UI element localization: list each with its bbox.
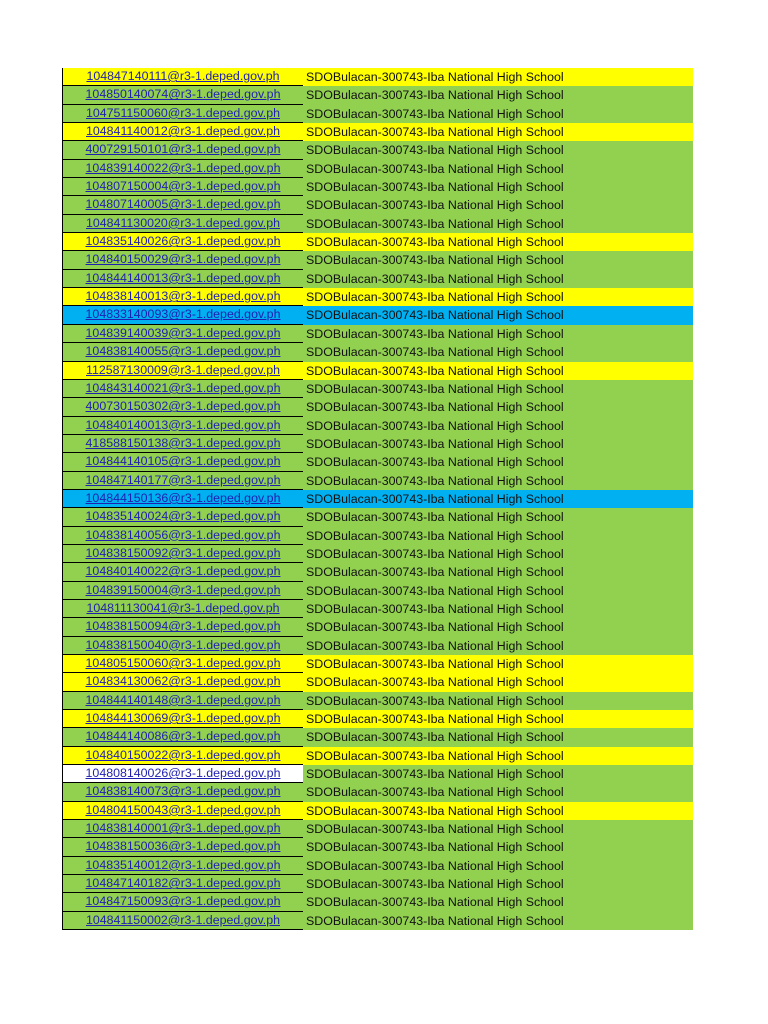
table-row (62, 490, 693, 508)
school-cell[interactable]: SDOBulacan-300743-Iba National High School (303, 86, 693, 104)
school-cell[interactable]: SDOBulacan-300743-Iba National High School (303, 673, 693, 691)
email-link[interactable]: 104844140013@r3-1.deped.gov.ph (85, 270, 281, 285)
email-link[interactable]: 104847140177@r3-1.deped.gov.ph (85, 472, 281, 487)
school-cell[interactable]: SDOBulacan-300743-Iba National High School (303, 453, 693, 471)
table-row (62, 747, 693, 765)
table-row (62, 582, 693, 600)
table-row (62, 710, 693, 728)
email-cell[interactable] (62, 288, 303, 306)
table-row (62, 196, 693, 214)
table-row (62, 343, 693, 361)
table-row (62, 306, 693, 324)
email-cell[interactable] (62, 875, 303, 893)
school-cell[interactable]: SDOBulacan-300743-Iba National High School (303, 472, 693, 490)
school-cell[interactable]: SDOBulacan-300743-Iba National High School (303, 306, 693, 324)
table-row (62, 783, 693, 801)
school-cell[interactable]: SDOBulacan-300743-Iba National High School (303, 637, 693, 655)
email-cell[interactable] (62, 563, 303, 581)
email-cell[interactable] (62, 747, 303, 765)
email-cell[interactable] (62, 710, 303, 728)
table-row (62, 820, 693, 838)
email-link[interactable]: 104838140013@r3-1.deped.gov.ph (85, 289, 281, 304)
email-link[interactable]: 104844130069@r3-1.deped.gov.ph (85, 711, 281, 726)
school-cell[interactable]: SDOBulacan-300743-Iba National High School (303, 838, 693, 856)
email-link[interactable]: 418588150138@r3-1.deped.gov.ph (85, 435, 281, 450)
school-cell[interactable]: SDOBulacan-300743-Iba National High School (303, 655, 693, 673)
table-row (62, 160, 693, 178)
school-cell[interactable]: SDOBulacan-300743-Iba National High School (303, 783, 693, 801)
email-cell[interactable] (62, 527, 303, 545)
email-link[interactable]: 104838150040@r3-1.deped.gov.ph (85, 637, 281, 652)
school-cell[interactable]: SDOBulacan-300743-Iba National High School (303, 692, 693, 710)
email-cell[interactable] (62, 765, 303, 783)
table-row (62, 618, 693, 636)
school-cell[interactable]: SDOBulacan-300743-Iba National High School (303, 508, 693, 526)
school-cell[interactable]: SDOBulacan-300743-Iba National High School (303, 123, 693, 141)
school-cell[interactable]: SDOBulacan-300743-Iba National High School (303, 912, 693, 930)
table-row (62, 251, 693, 269)
table-row (62, 545, 693, 563)
table-row (62, 857, 693, 875)
email-link[interactable]: 104805150060@r3-1.deped.gov.ph (85, 656, 281, 670)
email-cell[interactable] (62, 251, 303, 269)
email-link[interactable]: 104847140182@r3-1.deped.gov.ph (85, 876, 281, 891)
school-cell[interactable]: SDOBulacan-300743-Iba National High School (303, 160, 693, 178)
email-link[interactable]: 104835140012@r3-1.deped.gov.ph (85, 857, 281, 872)
table-row (62, 417, 693, 435)
school-cell[interactable]: SDOBulacan-300743-Iba National High School (303, 802, 693, 820)
table-row (62, 362, 693, 380)
table-row (62, 765, 693, 783)
email-link[interactable]: 104840150029@r3-1.deped.gov.ph (85, 252, 281, 267)
email-link[interactable]: 104838140056@r3-1.deped.gov.ph (85, 527, 281, 542)
email-link[interactable]: 104807140005@r3-1.deped.gov.ph (85, 197, 281, 212)
email-cell[interactable] (62, 490, 303, 508)
email-link[interactable]: 104840140013@r3-1.deped.gov.ph (85, 417, 281, 432)
school-cell[interactable]: SDOBulacan-300743-Iba National High School (303, 178, 693, 196)
email-cell[interactable] (62, 618, 303, 636)
email-cell[interactable] (62, 912, 303, 930)
email-cell[interactable] (62, 545, 303, 563)
school-cell[interactable]: SDOBulacan-300743-Iba National High School (303, 545, 693, 563)
email-cell[interactable] (62, 325, 303, 343)
email-cell[interactable] (62, 893, 303, 911)
school-cell[interactable]: SDOBulacan-300743-Iba National High School (303, 765, 693, 783)
school-cell[interactable]: SDOBulacan-300743-Iba National High School (303, 251, 693, 269)
email-link[interactable]: 104839140039@r3-1.deped.gov.ph (85, 325, 281, 340)
table-row (62, 893, 693, 911)
email-cell[interactable] (62, 233, 303, 251)
email-link[interactable]: 104838140055@r3-1.deped.gov.ph (85, 344, 281, 359)
table-row (62, 435, 693, 453)
school-cell[interactable]: SDOBulacan-300743-Iba National High School (303, 527, 693, 545)
table-row (62, 692, 693, 710)
email-cell[interactable] (62, 820, 303, 838)
email-link[interactable]: 104838150036@r3-1.deped.gov.ph (85, 839, 281, 854)
table-row (62, 508, 693, 526)
school-cell[interactable]: SDOBulacan-300743-Iba National High School (303, 398, 693, 416)
email-cell[interactable] (62, 802, 303, 820)
email-cell[interactable] (62, 838, 303, 856)
email-cell[interactable] (62, 105, 303, 123)
email-cell[interactable] (62, 417, 303, 435)
school-cell[interactable]: SDOBulacan-300743-Iba National High School (303, 820, 693, 838)
email-link[interactable]: 104840150022@r3-1.deped.gov.ph (85, 747, 281, 762)
email-cell[interactable] (62, 655, 303, 673)
email-cell[interactable] (62, 178, 303, 196)
school-cell[interactable]: SDOBulacan-300743-Iba National High School (303, 490, 693, 508)
table-row (62, 105, 693, 123)
table-row (62, 600, 693, 618)
table-row (62, 655, 693, 673)
email-link[interactable]: 104804150043@r3-1.deped.gov.ph (85, 802, 281, 817)
email-link[interactable]: 104835140024@r3-1.deped.gov.ph (85, 509, 281, 524)
email-link[interactable]: 104844140148@r3-1.deped.gov.ph (85, 692, 281, 707)
school-cell[interactable]: SDOBulacan-300743-Iba National High School (303, 105, 693, 123)
email-link[interactable]: 104838150094@r3-1.deped.gov.ph (85, 619, 281, 634)
table-row (62, 875, 693, 893)
school-cell[interactable]: SDOBulacan-300743-Iba National High School (303, 600, 693, 618)
table-row (62, 325, 693, 343)
school-cell[interactable]: SDOBulacan-300743-Iba National High School (303, 270, 693, 288)
email-link[interactable]: 104841140012@r3-1.deped.gov.ph (85, 124, 280, 139)
email-cell[interactable] (62, 692, 303, 710)
email-cell[interactable] (62, 270, 303, 288)
school-cell[interactable]: SDOBulacan-300743-Iba National High School (303, 233, 693, 251)
email-link[interactable]: 104843140021@r3-1.deped.gov.ph (85, 380, 281, 395)
email-cell[interactable] (62, 600, 303, 618)
email-cell[interactable] (62, 728, 303, 746)
school-cell[interactable]: SDOBulacan-300743-Iba National High School (303, 325, 693, 343)
school-cell[interactable]: SDOBulacan-300743-Iba National High School (303, 417, 693, 435)
school-cell[interactable]: SDOBulacan-300743-Iba National High School (303, 857, 693, 875)
email-cell[interactable] (62, 343, 303, 361)
email-link[interactable]: 104808140026@r3-1.deped.gov.ph (85, 766, 281, 781)
school-cell[interactable]: SDOBulacan-300743-Iba National High School (303, 196, 693, 214)
table-row (62, 563, 693, 581)
email-cell[interactable] (62, 306, 303, 324)
email-link[interactable]: 104841150002@r3-1.deped.gov.ph (85, 912, 280, 927)
email-cell[interactable] (62, 453, 303, 471)
spreadsheet-table (62, 68, 693, 930)
school-cell[interactable]: SDOBulacan-300743-Iba National High School (303, 893, 693, 911)
school-cell[interactable]: SDOBulacan-300743-Iba National High School (303, 618, 693, 636)
school-cell[interactable]: SDOBulacan-300743-Iba National High School (303, 141, 693, 159)
email-cell[interactable] (62, 472, 303, 490)
school-cell[interactable]: SDOBulacan-300743-Iba National High School (303, 380, 693, 398)
table-row (62, 178, 693, 196)
school-cell[interactable]: SDOBulacan-300743-Iba National High School (303, 288, 693, 306)
school-cell[interactable]: SDOBulacan-300743-Iba National High School (303, 215, 693, 233)
email-link[interactable]: 104838150092@r3-1.deped.gov.ph (85, 545, 281, 560)
table-row (62, 270, 693, 288)
table-row (62, 68, 693, 86)
email-cell[interactable] (62, 783, 303, 801)
email-cell[interactable] (62, 857, 303, 875)
email-link[interactable]: 104839140022@r3-1.deped.gov.ph (85, 160, 281, 175)
school-cell[interactable]: SDOBulacan-300743-Iba National High School (303, 582, 693, 600)
email-link[interactable]: 104839150004@r3-1.deped.gov.ph (85, 582, 281, 597)
school-cell[interactable]: SDOBulacan-300743-Iba National High School (303, 875, 693, 893)
school-cell[interactable]: SDOBulacan-300743-Iba National High School (303, 435, 693, 453)
email-link[interactable]: 400730150302@r3-1.deped.gov.ph (85, 399, 281, 414)
table-row (62, 288, 693, 306)
table-row (62, 472, 693, 490)
school-cell[interactable]: SDOBulacan-300743-Iba National High School (303, 710, 693, 728)
email-cell[interactable] (62, 196, 303, 214)
email-link[interactable]: 104811130041@r3-1.deped.gov.ph (86, 600, 280, 615)
email-cell[interactable] (62, 160, 303, 178)
email-cell[interactable] (62, 673, 303, 691)
table-row (62, 380, 693, 398)
table-row (62, 838, 693, 856)
email-cell[interactable] (62, 141, 303, 159)
email-cell[interactable] (62, 637, 303, 655)
email-cell[interactable] (62, 362, 303, 380)
email-cell[interactable] (62, 215, 303, 233)
table-row (62, 912, 693, 930)
email-link[interactable]: 104850140074@r3-1.deped.gov.ph (85, 87, 281, 102)
email-link[interactable]: 104847150093@r3-1.deped.gov.ph (85, 894, 281, 909)
email-cell[interactable] (62, 123, 303, 141)
table-row (62, 637, 693, 655)
email-cell[interactable] (62, 398, 303, 416)
email-cell[interactable] (62, 435, 303, 453)
email-cell[interactable] (62, 582, 303, 600)
email-link[interactable]: 104840140022@r3-1.deped.gov.ph (85, 564, 281, 579)
email-link[interactable]: 104833140093@r3-1.deped.gov.ph (85, 307, 281, 322)
email-link[interactable]: 104835140026@r3-1.deped.gov.ph (85, 234, 281, 249)
email-cell[interactable] (62, 380, 303, 398)
email-link[interactable]: 400729150101@r3-1.deped.gov.ph (85, 142, 281, 157)
email-cell[interactable] (62, 86, 303, 104)
email-link[interactable]: 104844140105@r3-1.deped.gov.ph (85, 454, 281, 469)
email-link[interactable]: 104841130020@r3-1.deped.gov.ph (85, 215, 280, 230)
school-cell[interactable]: SDOBulacan-300743-Iba National High School (303, 563, 693, 581)
school-cell[interactable]: SDOBulacan-300743-Iba National High School (303, 343, 693, 361)
school-cell[interactable]: SDOBulacan-300743-Iba National High School (303, 68, 693, 86)
school-cell[interactable]: SDOBulacan-300743-Iba National High School (303, 728, 693, 746)
table-row (62, 527, 693, 545)
table-row (62, 728, 693, 746)
email-cell[interactable] (62, 508, 303, 526)
table-row (62, 673, 693, 691)
email-link[interactable]: 104844140086@r3-1.deped.gov.ph (85, 729, 281, 744)
table-row (62, 233, 693, 251)
table-row (62, 453, 693, 471)
email-cell[interactable] (62, 68, 303, 86)
table-row (62, 398, 693, 416)
school-cell[interactable]: SDOBulacan-300743-Iba National High School (303, 362, 693, 380)
email-link[interactable]: 104838140001@r3-1.deped.gov.ph (85, 821, 281, 836)
table-row (62, 86, 693, 104)
email-link[interactable]: 104807150004@r3-1.deped.gov.ph (85, 179, 281, 194)
email-link[interactable]: 112587130009@r3-1.deped.gov.ph (85, 362, 280, 377)
email-link[interactable]: 104847140111@r3-1.deped.gov.ph (86, 69, 280, 83)
table-row (62, 802, 693, 820)
table-row (62, 141, 693, 159)
table-row (62, 123, 693, 141)
email-link[interactable]: 104751150060@r3-1.deped.gov.ph (85, 105, 280, 120)
school-cell[interactable]: SDOBulacan-300743-Iba National High School (303, 747, 693, 765)
email-link[interactable]: 104844150136@r3-1.deped.gov.ph (85, 490, 281, 505)
email-link[interactable]: 104838140073@r3-1.deped.gov.ph (85, 784, 281, 799)
table-row (62, 215, 693, 233)
email-link[interactable]: 104834130062@r3-1.deped.gov.ph (85, 674, 281, 689)
